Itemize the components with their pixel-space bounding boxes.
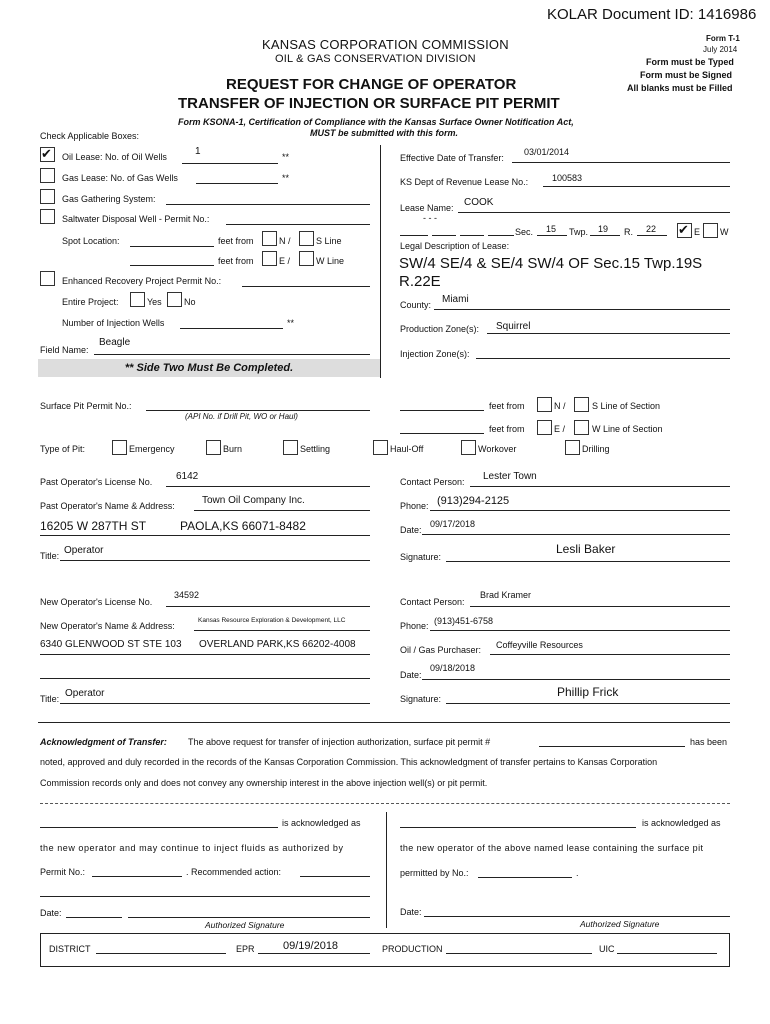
subtitle-2: MUST be submitted with this form. xyxy=(310,128,458,138)
pit-workover-checkbox[interactable] xyxy=(461,440,476,455)
range-w-checkbox[interactable] xyxy=(703,223,718,238)
new-address-1[interactable]: 6340 GLENWOOD ST STE 103 xyxy=(40,639,182,650)
right-auth-signature: Authorized Signature xyxy=(580,919,660,929)
past-contact-line xyxy=(470,486,730,487)
purchaser-line xyxy=(490,654,730,655)
pit-s-checkbox[interactable] xyxy=(574,397,589,412)
purchaser-value[interactable]: Coffeyville Resources xyxy=(496,640,583,650)
ack-recommended-label: . Recommended action: xyxy=(186,867,282,877)
swd-checkbox[interactable] xyxy=(40,209,55,224)
pit-emergency-label: Emergency xyxy=(129,444,175,454)
agency-name: KANSAS CORPORATION COMMISSION xyxy=(262,37,509,52)
past-title-value[interactable]: Operator xyxy=(64,545,104,556)
new-date-label: Date: xyxy=(400,670,422,680)
production-zone-value[interactable]: Squirrel xyxy=(496,321,531,332)
ack-line-1b: has been xyxy=(690,737,728,747)
sec-label: Sec. xyxy=(515,227,534,237)
spot-ew-line[interactable] xyxy=(130,265,214,266)
new-address-2[interactable]: OVERLAND PARK,KS 66202-4008 xyxy=(199,639,356,650)
twp-value[interactable]: 19 xyxy=(598,224,609,234)
pit-haul-off-label: Haul-Off xyxy=(390,444,424,454)
effective-date-value[interactable]: 03/01/2014 xyxy=(524,147,570,157)
gas-lease-checkbox[interactable] xyxy=(40,168,55,183)
injection-zone-line[interactable] xyxy=(476,358,730,359)
effective-date-label: Effective Date of Transfer: xyxy=(400,153,504,163)
past-phone-label: Phone: xyxy=(400,501,429,511)
left-date-label: Date: xyxy=(40,908,62,918)
past-address-1[interactable]: 16205 W 287TH ST xyxy=(40,519,147,533)
production-zone-label: Production Zone(s): xyxy=(400,324,480,334)
spot-s-label: S Line xyxy=(316,236,342,246)
gas-gathering-line[interactable] xyxy=(166,204,370,205)
swd-label: Saltwater Disposal Well - Permit No.: xyxy=(62,214,210,224)
qtr-line-3[interactable] xyxy=(460,235,484,236)
new-contact-label: Contact Person: xyxy=(400,597,465,607)
range-e-label: E xyxy=(694,227,701,237)
spot-s-checkbox[interactable] xyxy=(299,231,314,246)
pit-n-checkbox[interactable] xyxy=(537,397,552,412)
pit-emergency-checkbox[interactable] xyxy=(112,440,127,455)
purchaser-label: Oil / Gas Purchaser: xyxy=(400,645,482,655)
ack-permit-no-line[interactable] xyxy=(92,876,182,877)
num-injection-line[interactable] xyxy=(180,328,283,329)
check-icon: ✔ xyxy=(41,146,52,161)
production-zone-line xyxy=(487,333,730,334)
uic-line[interactable] xyxy=(617,953,717,954)
permitted-by-period: . xyxy=(576,868,579,878)
qtr-line-4[interactable] xyxy=(488,235,514,236)
lease-name-line xyxy=(458,212,730,213)
gas-wells-stars: ** xyxy=(282,173,290,183)
lease-name-value[interactable]: COOK xyxy=(464,197,494,208)
surface-pit-line[interactable] xyxy=(146,410,370,411)
qtr-line-1[interactable] xyxy=(400,235,428,236)
gas-lease-label: Gas Lease: No. of Gas Wells xyxy=(62,173,178,183)
past-address-line xyxy=(40,535,370,536)
legal-desc-line-1[interactable]: SW/4 SE/4 & SE/4 SW/4 OF Sec.15 Twp.19S xyxy=(399,255,703,272)
right-is-ack: is acknowledged as xyxy=(642,818,721,828)
past-date-value[interactable]: 09/17/2018 xyxy=(430,519,476,529)
form-number: Form T-1 xyxy=(706,34,740,43)
new-name-value[interactable]: Kansas Resource Exploration & Development, LLC xyxy=(198,617,346,624)
left-auth-signature: Authorized Signature xyxy=(205,920,285,930)
production-label: PRODUCTION xyxy=(382,944,443,954)
spot-e-checkbox[interactable] xyxy=(262,251,277,266)
side-two-banner: ** Side Two Must Be Completed. xyxy=(38,359,380,377)
new-contact-value[interactable]: Brad Kramer xyxy=(480,590,532,600)
field-name-value[interactable]: Beagle xyxy=(99,337,131,348)
spot-feet-from-2: feet from xyxy=(218,256,254,266)
past-phone-line xyxy=(430,510,730,511)
past-title-label: Title: xyxy=(40,551,60,561)
spot-location-label: Spot Location: xyxy=(62,236,120,246)
field-name-line xyxy=(94,354,370,355)
gas-wells-line[interactable] xyxy=(196,183,278,184)
entire-project-label: Entire Project: xyxy=(62,297,119,307)
ks-lease-value[interactable]: 100583 xyxy=(552,173,583,183)
enhanced-permit-line[interactable] xyxy=(242,286,370,287)
oil-lease-label: Oil Lease: No. of Oil Wells xyxy=(62,152,167,162)
sec-line xyxy=(537,235,567,236)
new-signature-value[interactable]: Phillip Frick xyxy=(557,685,619,699)
ack-heading: Acknowledgment of Transfer: xyxy=(40,737,167,747)
api-note: (API No. if Drill Pit, WO or Haul) xyxy=(185,412,298,421)
qtr-dashes: - - - xyxy=(423,213,437,223)
permitted-by-line[interactable] xyxy=(478,877,572,878)
past-date-label: Date: xyxy=(400,525,422,535)
entire-project-no-label: No xyxy=(184,297,196,307)
num-injection-stars: ** xyxy=(287,318,295,328)
pit-ew-line[interactable] xyxy=(400,433,484,434)
note-typed: Form must be Typed xyxy=(646,57,734,67)
check-boxes-label: Check Applicable Boxes: xyxy=(40,131,140,141)
new-contact-line xyxy=(470,606,730,607)
entire-project-yes-label: Yes xyxy=(147,297,162,307)
county-label: County: xyxy=(400,300,432,310)
ack-line-1a: The above request for transfer of injection authorization, surface pit permit # xyxy=(188,737,491,747)
new-title-label: Title: xyxy=(40,694,60,704)
spot-n-checkbox[interactable] xyxy=(262,231,277,246)
gas-gathering-checkbox[interactable] xyxy=(40,189,55,204)
range-line xyxy=(637,235,667,236)
permitted-by-label: permitted by No.: xyxy=(400,868,469,878)
pit-workover-label: Workover xyxy=(478,444,517,454)
right-ack-line-2: the new operator of the above named lease containing the surface pit xyxy=(400,843,704,853)
enhanced-recovery-label: Enhanced Recovery Project Permit No.: xyxy=(62,276,222,286)
note-signed: Form must be Signed xyxy=(640,70,733,80)
right-date-line[interactable] xyxy=(424,916,730,917)
oil-wells-line xyxy=(182,163,278,164)
subtitle-1: Form KSONA-1, Certification of Compliance with the Kansas Surface Owner Notification Act, xyxy=(178,117,574,127)
new-name-line xyxy=(194,630,370,631)
ack-recommended-line[interactable] xyxy=(300,876,370,877)
spot-w-label: W Line xyxy=(316,256,345,266)
epr-label: EPR xyxy=(236,944,255,954)
past-signature-value[interactable]: Lesli Baker xyxy=(556,542,616,556)
past-address-2[interactable]: PAOLA,KS 66071-8482 xyxy=(180,519,306,533)
gas-gathering-label: Gas Gathering System: xyxy=(62,194,156,204)
entire-project-yes-checkbox[interactable] xyxy=(130,292,145,307)
spot-ns-line[interactable] xyxy=(130,246,214,247)
past-license-value[interactable]: 6142 xyxy=(176,471,199,482)
enhanced-recovery-checkbox[interactable] xyxy=(40,271,55,286)
pit-e-label: E / xyxy=(554,424,566,434)
pit-burn-checkbox[interactable] xyxy=(206,440,221,455)
num-injection-label: Number of Injection Wells xyxy=(62,318,165,328)
county-line xyxy=(434,309,730,310)
pit-n-label: N / xyxy=(554,401,566,411)
sec-value[interactable]: 15 xyxy=(546,224,557,234)
county-value[interactable]: Miami xyxy=(442,294,469,305)
range-value[interactable]: 22 xyxy=(646,224,657,234)
past-signature-line xyxy=(446,561,730,562)
ks-lease-label: KS Dept of Revenue Lease No.: xyxy=(400,177,529,187)
pit-drilling-checkbox[interactable] xyxy=(565,440,580,455)
past-name-value[interactable]: Town Oil Company Inc. xyxy=(202,495,305,506)
left-ack-line-2: the new operator and may continue to inject fluids as authorized by xyxy=(40,843,344,853)
epr-value[interactable]: 09/19/2018 xyxy=(283,940,339,952)
document-id: KOLAR Document ID: 1416986 xyxy=(547,6,757,23)
past-contact-value[interactable]: Lester Town xyxy=(483,471,537,482)
new-title-value[interactable]: Operator xyxy=(65,688,105,699)
past-license-label: Past Operator's License No. xyxy=(40,477,153,487)
ack-recommended-line-2[interactable] xyxy=(40,896,370,897)
column-divider xyxy=(380,145,381,378)
pit-drilling-label: Drilling xyxy=(582,444,610,454)
spot-n-label: N / xyxy=(279,236,291,246)
pit-burn-label: Burn xyxy=(223,444,243,454)
oil-wells-stars: ** xyxy=(282,152,290,162)
form-title-1: REQUEST FOR CHANGE OF OPERATOR xyxy=(226,76,517,93)
spot-w-checkbox[interactable] xyxy=(299,251,314,266)
ack-line-2: noted, approved and duly recorded in the records of the Kansas Corporation Commission. This acknowledgment of transfer pertains to Kansas Corporation xyxy=(40,757,658,767)
new-license-label: New Operator's License No. xyxy=(40,597,153,607)
pit-settling-label: Settling xyxy=(300,444,331,454)
past-signature-label: Signature: xyxy=(400,552,442,562)
new-phone-value[interactable]: (913)451-6758 xyxy=(434,616,494,626)
new-license-value[interactable]: 34592 xyxy=(174,590,200,600)
past-license-line xyxy=(166,486,370,487)
past-title-line xyxy=(60,560,370,561)
left-is-ack: is acknowledged as xyxy=(282,818,361,828)
range-label: R. xyxy=(624,227,633,237)
twp-line xyxy=(590,235,620,236)
pit-e-checkbox[interactable] xyxy=(537,420,552,435)
new-address-line xyxy=(40,654,370,655)
legal-desc-label: Legal Description of Lease: xyxy=(400,241,510,251)
left-ack-name-line[interactable] xyxy=(40,827,278,828)
pit-haul-off-checkbox[interactable] xyxy=(373,440,388,455)
entire-project-no-checkbox[interactable] xyxy=(167,292,182,307)
oil-wells-value[interactable]: 1 xyxy=(195,146,201,157)
spot-feet-from-1: feet from xyxy=(218,236,254,246)
pit-w-checkbox[interactable] xyxy=(574,420,589,435)
production-line[interactable] xyxy=(446,953,592,954)
range-w-label: W xyxy=(720,227,729,237)
qtr-line-2[interactable] xyxy=(432,235,456,236)
pit-settling-checkbox[interactable] xyxy=(283,440,298,455)
ack-pit-permit-line[interactable] xyxy=(539,746,685,747)
note-blanks: All blanks must be Filled xyxy=(627,83,733,93)
form-date: July 2014 xyxy=(703,45,738,54)
field-name-label: Field Name: xyxy=(40,345,89,355)
pit-feet-from-1: feet from xyxy=(489,401,525,411)
twp-label: Twp. xyxy=(569,227,589,237)
past-phone-value[interactable]: (913)294-2125 xyxy=(437,495,510,507)
right-date-label: Date: xyxy=(400,907,422,917)
new-title-line xyxy=(60,703,370,704)
new-license-line xyxy=(166,606,370,607)
ack-line-3: Commission records only and does not convey any ownership interest in the above injection well(s) or pit permit. xyxy=(40,778,488,788)
uic-label: UIC xyxy=(599,944,615,954)
spot-e-label: E / xyxy=(279,256,291,266)
new-date-line xyxy=(422,679,730,680)
new-signature-label: Signature: xyxy=(400,694,442,704)
legal-desc-line-2[interactable]: R.22E xyxy=(399,273,441,290)
new-name-label: New Operator's Name & Address: xyxy=(40,621,175,631)
pit-type-label: Type of Pit: xyxy=(40,444,86,454)
surface-pit-label: Surface Pit Permit No.: xyxy=(40,401,132,411)
ack-permit-no-label: Permit No.: xyxy=(40,867,86,877)
new-address-line-2[interactable] xyxy=(40,678,370,679)
epr-line xyxy=(258,953,370,954)
new-phone-line xyxy=(430,630,730,631)
division-name: OIL & GAS CONSERVATION DIVISION xyxy=(275,53,476,65)
lease-name-label: Lease Name: xyxy=(400,203,454,213)
new-date-value[interactable]: 09/18/2018 xyxy=(430,663,476,673)
form-title-2: TRANSFER OF INJECTION OR SURFACE PIT PERMIT xyxy=(178,95,560,112)
swd-permit-line[interactable] xyxy=(226,224,370,225)
pit-w-label: W Line of Section xyxy=(592,424,663,434)
pit-ns-line[interactable] xyxy=(400,410,484,411)
new-phone-label: Phone: xyxy=(400,621,429,631)
past-date-line xyxy=(422,534,730,535)
past-name-label: Past Operator's Name & Address: xyxy=(40,501,175,511)
ack-divider xyxy=(386,812,387,928)
left-date-line[interactable] xyxy=(66,917,122,918)
pit-s-label: S Line of Section xyxy=(592,401,661,411)
pit-feet-from-2: feet from xyxy=(489,424,525,434)
dashed-divider xyxy=(40,803,730,804)
check-icon: ✔ xyxy=(678,222,689,237)
district-label: DISTRICT xyxy=(49,944,91,954)
section-divider xyxy=(38,722,730,723)
injection-zone-label: Injection Zone(s): xyxy=(400,349,470,359)
past-contact-label: Contact Person: xyxy=(400,477,465,487)
ks-lease-line xyxy=(543,186,730,187)
district-line[interactable] xyxy=(96,953,226,954)
new-signature-line xyxy=(446,703,730,704)
past-name-line xyxy=(194,510,370,511)
right-ack-name-line[interactable] xyxy=(400,827,636,828)
effective-date-line xyxy=(512,162,730,163)
left-signature-line[interactable] xyxy=(128,917,370,918)
